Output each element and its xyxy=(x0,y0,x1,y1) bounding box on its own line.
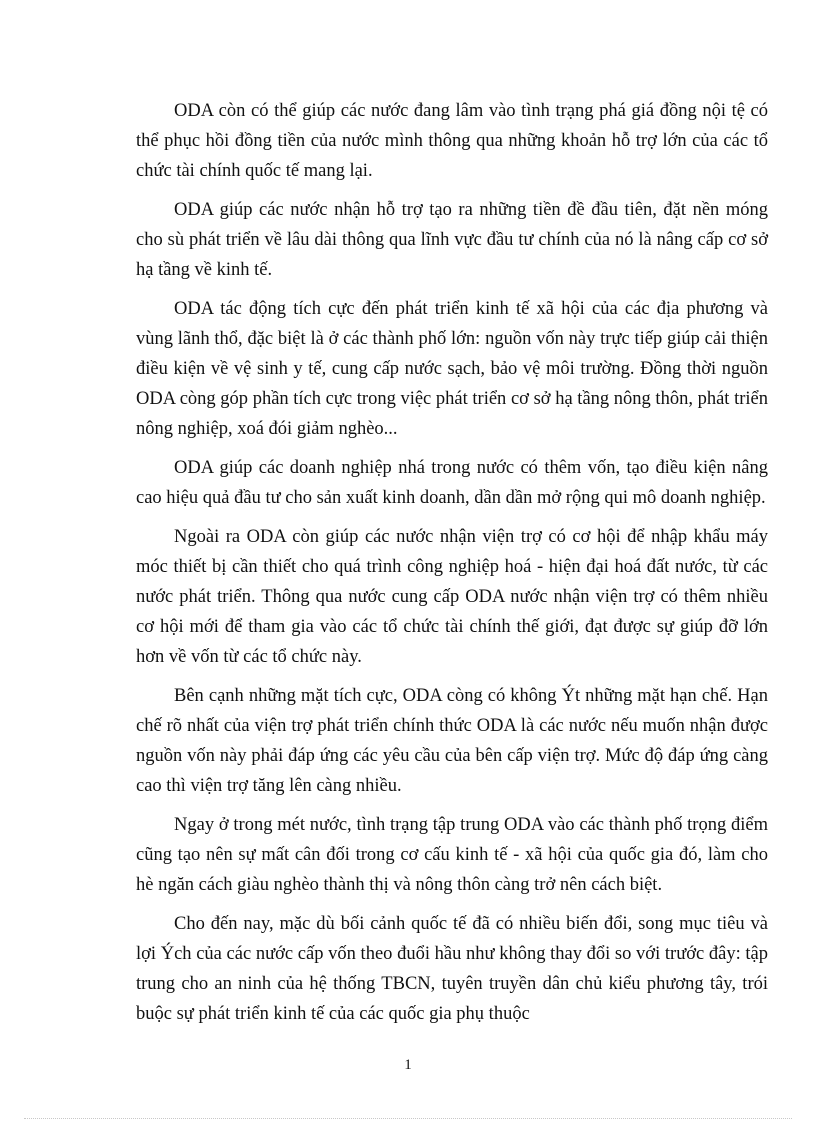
paragraph-4: ODA giúp các doanh nghiệp nhá trong nước có thêm vốn, tạo điều kiện nâng cao hiệu quả đầu tư cho sản xuất kinh doanh, dần dần mở rộng qui mô doanh nghiệp. xyxy=(136,458,768,508)
paragraph-2: ODA giúp các nước nhận hỗ trợ tạo ra những tiền đề đầu tiên, đặt nền móng cho sù phát triển về lâu dài thông qua lĩnh vực đầu tư chính của nó là nâng cấp cơ sở hạ tầng về kinh tế. xyxy=(136,200,768,280)
paragraph-8: Cho đến nay, mặc dù bối cảnh quốc tế đã có nhiều biến đổi, song mục tiêu và lợi Ých của các nước cấp vốn theo đuổi hầu như không thay đổi so với trước đây: tập trung cho an ninh của hệ thống TBCN, tuyên truyền dân chủ kiểu phương tây, trói buộc sự phát triển kinh tế của các quốc gia phụ thuộc xyxy=(136,914,768,1024)
paragraph-5: Ngoài ra ODA còn giúp các nước nhận viện trợ có cơ hội để nhập khẩu máy móc thiết bị cần thiết cho quá trình công nghiệp hoá - hiện đại hoá đất nước, từ các nước phát triển. Thông qua nước cung cấp ODA nước nhận viện trợ có thêm nhiều cơ hội mới để tham gia vào các tổ chức tài chính thế giới, đạt được sự giúp đỡ lớn hơn về vốn từ các tổ chức này. xyxy=(136,527,768,667)
paragraph-7: Ngay ở trong mét nước, tình trạng tập trung ODA vào các thành phố trọng điểm cũng tạo nên sự mất cân đối trong cơ cấu kinh tế - xã hội của quốc gia đó, làm cho hè ngăn cách giàu nghèo thành thị và nông thôn càng trở nên cách biệt. xyxy=(136,815,768,895)
paragraph-3: ODA tác động tích cực đến phát triển kinh tế xã hội của các địa phương và vùng lãnh thổ, đặc biệt là ở các thành phố lớn: nguồn vốn này trực tiếp giúp cải thiện điều kiện về vệ sinh y tế, cung cấp nước sạch, bảo vệ môi trường. Đồng thời nguồn ODA còng góp phần tích cực trong việc phát triển cơ sở hạ tầng nông thôn, phát triển nông nghiệp, xoá đói giảm nghèo... xyxy=(136,299,768,439)
page-bottom-divider xyxy=(24,1118,792,1119)
document-body xyxy=(136,96,768,1038)
paragraph-6: Bên cạnh những mặt tích cực, ODA còng có không Ýt những mặt hạn chế. Hạn chế rõ nhất của viện trợ phát triển chính thức ODA là các nước nếu muốn nhận được nguồn vốn này phải đáp ứng các yêu cầu của bên cấp viện trợ. Mức độ đáp ứng càng cao thì viện trợ tăng lên càng nhiều. xyxy=(136,686,768,796)
paragraph-1: ODA còn có thể giúp các nước đang lâm vào tình trạng phá giá đồng nội tệ có thể phục hồi đồng tiền của nước mình thông qua những khoản hỗ trợ lớn của các tổ chức tài chính quốc tế mang lại. xyxy=(136,101,768,181)
page-number: 1 xyxy=(404,1057,412,1073)
